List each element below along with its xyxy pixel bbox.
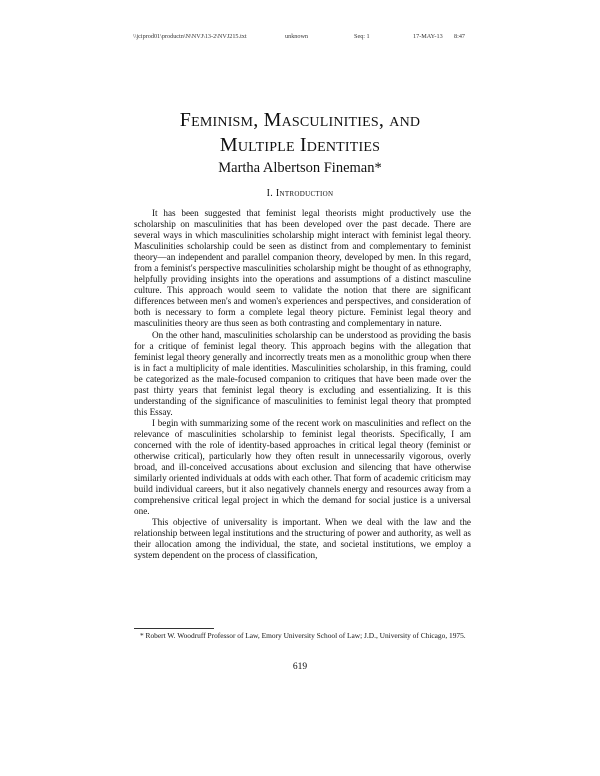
body-paragraph: On the other hand, masculinities scholarship can be understood as providing the basis for a critique of feminist legal theory. This approach begins with the allegation that feminist legal theory generally and incorrectly treats men as a monolithic group when there is in fact a multiplicity of male identities. Masculinities scholarship, in this framing, could be categorized as the male-focused companion to critiques that have been made over the past thirty years that feminist legal theory is excluding and essentializing. It is this understanding of the significance of masculinities to feminist legal theory that prompted this Essay. (134, 329, 471, 417)
running-head-time: 8:47 (454, 33, 466, 40)
running-head-date: 17-MAY-13 (413, 33, 443, 40)
section-heading: I. Introduction (266, 188, 334, 199)
page-number: 619 (292, 662, 308, 672)
footnote (134, 631, 471, 640)
author-name: Martha Albertson Fineman* (218, 160, 382, 176)
footnote-text: * Robert W. Woodruff Professor of Law, Emory University School of Law; J.D., University of Chicago, 1975. (140, 631, 466, 640)
running-head-status: unknown (285, 33, 309, 40)
article-title-line-1: Feminism, Masculinities, and (179, 109, 421, 131)
article-title-line-2: Multiple Identities (219, 134, 381, 156)
footnote-divider (134, 628, 214, 629)
body-paragraph: I begin with summarizing some of the recent work on masculinities and reflect on the relevance of masculinities scholarship to feminist legal theorists. Specifically, I am concerned with the role of identity-based approaches in critical legal theory (feminist or otherwise critical), particularly how they often result in unnecessarily vigorous, overly broad, and ill-conceived accusations about exclusion and silencing that have otherwise similarly oriented individuals at odds with each other. That form of academic criticism may build individual careers, but it also negatively channels energy and resources away from a comprehensive critical legal project in which the demand for social justice is a universal one. (134, 417, 471, 517)
running-head-file-path: \\jciprod01\productn\N\NVJ\13-2\NVJ215.txt (133, 33, 247, 40)
body-paragraph: This objective of universality is important. When we deal with the law and the relationship between legal institutions and the structuring of power and authority, as well as their allocation among the individual, the state, and societal institutions, we employ a system dependent on the process of classification, (134, 517, 471, 561)
article-title (100, 108, 500, 158)
running-head-sequence: Seq: 1 (354, 33, 370, 40)
article-body (134, 208, 471, 562)
body-paragraph: It has been suggested that feminist legal theorists might productively use the scholarship on masculinities that has been developed over the past decade. There are several ways in which masculinities scholarship might interact with feminist legal theory. Masculinities scholarship could be seen as distinct from and complementary to feminist theory—an independent and parallel companion theory, developed by men. In this regard, from a feminist's perspective masculinities scholarship might be thought of as ethnography, helpfully providing insights into the operations and assumptions of a distinct masculine culture. This approach would seem to validate the notion that there are significant differences between men's and women's experiences and perspectives, and consideration of both is necessary to form a complete legal theory picture. Feminist legal theory and masculinities theory are thus seen as both contrasting and complementary in nature. (134, 208, 471, 329)
